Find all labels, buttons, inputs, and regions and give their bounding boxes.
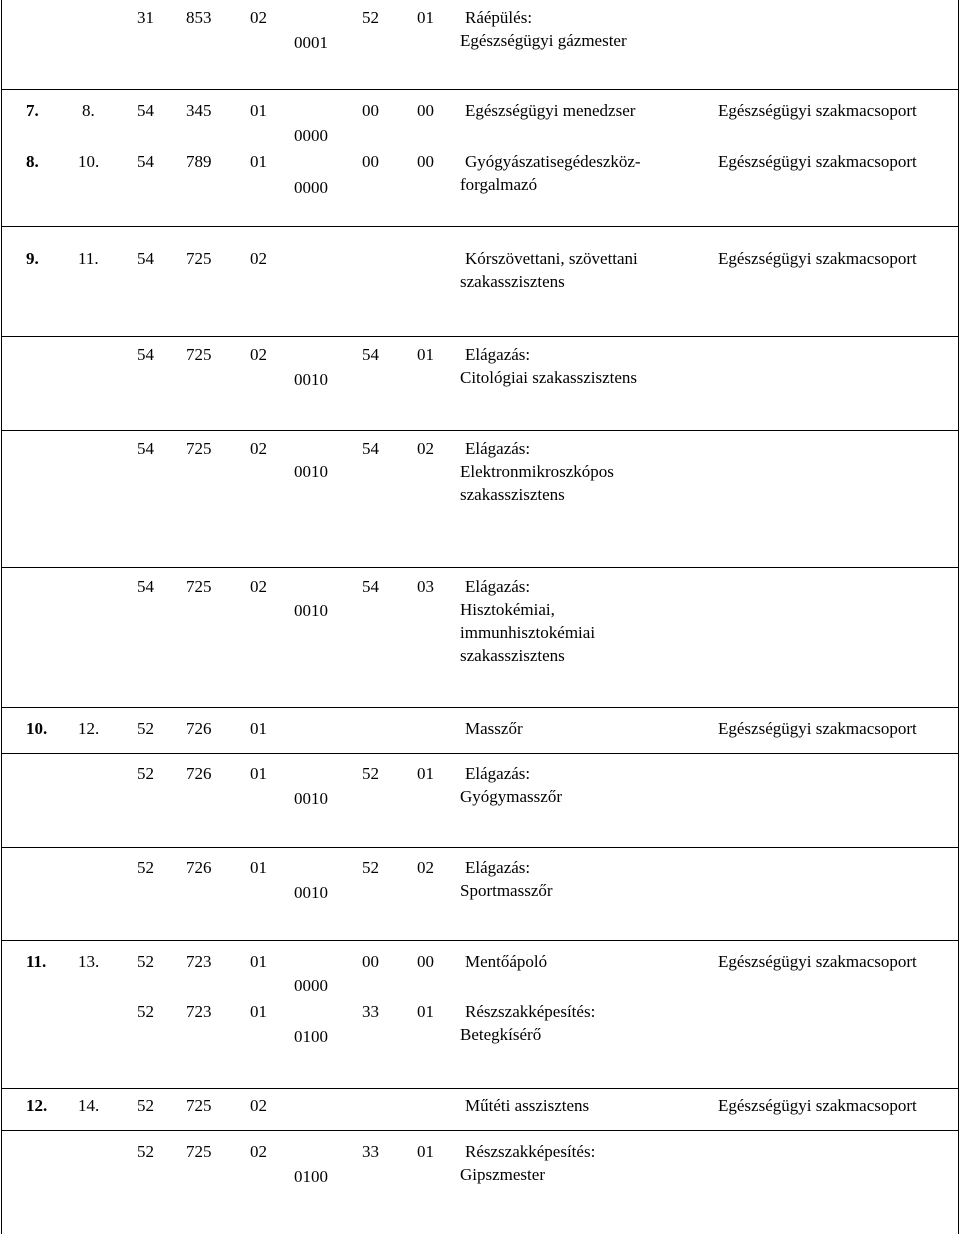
group-label: Egészségügyi szakmacsoport (718, 719, 917, 738)
code-b: 853 (186, 8, 212, 27)
code-b: 789 (186, 152, 212, 171)
code-a: 54 (137, 152, 154, 171)
name-line-1: Elágazás: (465, 345, 531, 364)
name-line-2: Gyógymasszőr (460, 787, 562, 806)
group-label: Egészségügyi szakmacsoport (718, 952, 917, 971)
name-line-2: Egészségügyi gázmester (460, 31, 627, 50)
name-line-1: Elágazás: (465, 439, 531, 458)
code-f: 01 (417, 8, 434, 27)
code-a: 52 (137, 858, 154, 877)
row-number: 12. (26, 1096, 48, 1115)
code-b: 725 (186, 577, 212, 596)
code-a: 52 (137, 1142, 154, 1161)
code-a: 54 (137, 577, 154, 596)
code-b: 725 (186, 1096, 212, 1115)
code-a: 52 (137, 1002, 154, 1021)
name-line-4: szakasszisztens (460, 646, 565, 665)
code-a: 54 (137, 439, 154, 458)
group-label: Egészségügyi szakmacsoport (718, 1096, 917, 1115)
group-label: Egészségügyi szakmacsoport (718, 249, 917, 268)
name-line-1: Ráépülés: (465, 8, 533, 27)
code-f: 01 (417, 1142, 434, 1161)
code-c: 01 (250, 952, 267, 971)
code-c: 01 (250, 152, 267, 171)
code-b: 345 (186, 101, 212, 120)
name-line-1: Masszőr (465, 719, 523, 738)
code-e: 52 (362, 764, 379, 783)
code-b: 726 (186, 764, 212, 783)
code-a: 54 (137, 345, 154, 364)
code-a: 52 (137, 764, 154, 783)
code-e: 52 (362, 858, 379, 877)
row-sequence: 12. (78, 719, 100, 738)
code-a: 52 (137, 719, 154, 738)
code-e: 52 (362, 8, 379, 27)
code-b: 725 (186, 1142, 212, 1161)
name-line-1: Műtéti asszisztens (465, 1096, 590, 1115)
code-b: 726 (186, 858, 212, 877)
code-c: 01 (250, 719, 267, 738)
name-line-2: Hisztokémiai, (460, 600, 555, 619)
code-d: 0001 (294, 33, 328, 52)
code-b: 725 (186, 439, 212, 458)
table-row (2, 707, 958, 754)
code-b: 725 (186, 249, 212, 268)
table-row (2, 336, 958, 431)
code-d: 0100 (294, 1167, 328, 1186)
code-b: 723 (186, 1002, 212, 1021)
code-e: 33 (362, 1002, 379, 1021)
code-f: 01 (417, 1002, 434, 1021)
name-line-1: Egészségügyi menedzser (465, 101, 636, 120)
name-line-1: Gyógyászatisegédeszköz- (465, 152, 641, 171)
code-d: 0000 (294, 178, 328, 197)
code-e: 54 (362, 577, 379, 596)
code-d: 0010 (294, 601, 328, 620)
name-line-2: forgalmazó (460, 175, 538, 194)
code-f: 00 (417, 101, 434, 120)
table-row (2, 567, 958, 708)
name-line-1: Kórszövettani, szövettani (465, 249, 638, 268)
name-line-2: Elektronmikroszkópos (460, 462, 614, 481)
code-e: 00 (362, 152, 379, 171)
name-line-2: Citológiai szakasszisztens (460, 368, 638, 387)
code-f: 02 (417, 858, 434, 877)
code-c: 02 (250, 1142, 267, 1161)
code-b: 725 (186, 345, 212, 364)
code-b: 726 (186, 719, 212, 738)
table-row (2, 89, 958, 227)
code-c: 02 (250, 8, 267, 27)
name-line-1: Elágazás: (465, 858, 531, 877)
code-e: 54 (362, 345, 379, 364)
table-row (2, 940, 958, 1089)
name-line-1: Részszakképesítés: (465, 1142, 596, 1161)
row-number: 8. (26, 152, 39, 171)
code-e: 54 (362, 439, 379, 458)
row-number: 9. (26, 249, 39, 268)
code-d: 0010 (294, 789, 328, 808)
table-row (2, 1130, 958, 1235)
code-d: 0010 (294, 370, 328, 389)
name-line-3: immunhisztokémiai (460, 623, 596, 642)
name-line-1: Elágazás: (465, 577, 531, 596)
code-d: 0000 (294, 976, 328, 995)
code-c: 01 (250, 764, 267, 783)
qualification-table (1, 0, 959, 1234)
row-number: 11. (26, 952, 47, 971)
row-number: 7. (26, 101, 39, 120)
code-a: 52 (137, 952, 154, 971)
row-sequence: 13. (78, 952, 100, 971)
code-f: 00 (417, 952, 434, 971)
code-e: 00 (362, 952, 379, 971)
code-a: 52 (137, 1096, 154, 1115)
code-a: 31 (137, 8, 154, 27)
row-sequence: 11. (78, 249, 99, 268)
code-e: 00 (362, 101, 379, 120)
code-c: 02 (250, 345, 267, 364)
code-f: 03 (417, 577, 434, 596)
name-line-3: szakasszisztens (460, 485, 565, 504)
code-c: 02 (250, 249, 267, 268)
table-row (2, 0, 958, 89)
group-label: Egészségügyi szakmacsoport (718, 101, 917, 120)
name-line-1: Részszakképesítés: (465, 1002, 596, 1021)
code-c: 01 (250, 1002, 267, 1021)
code-f: 01 (417, 764, 434, 783)
code-d: 0000 (294, 126, 328, 145)
group-label: Egészségügyi szakmacsoport (718, 152, 917, 171)
code-f: 00 (417, 152, 434, 171)
table-row (2, 1088, 958, 1131)
code-d: 0010 (294, 883, 328, 902)
name-line-2: Sportmasszőr (460, 881, 553, 900)
table-row (2, 753, 958, 848)
code-c: 02 (250, 439, 267, 458)
table-row (2, 847, 958, 941)
table-row (2, 430, 958, 568)
code-c: 02 (250, 1096, 267, 1115)
code-e: 33 (362, 1142, 379, 1161)
name-line-1: Elágazás: (465, 764, 531, 783)
name-line-2: Gipszmester (460, 1165, 545, 1184)
code-c: 01 (250, 858, 267, 877)
code-f: 02 (417, 439, 434, 458)
code-f: 01 (417, 345, 434, 364)
code-d: 0100 (294, 1027, 328, 1046)
code-a: 54 (137, 249, 154, 268)
code-a: 54 (137, 101, 154, 120)
code-c: 02 (250, 577, 267, 596)
name-line-2: Betegkísérő (460, 1025, 542, 1044)
code-c: 01 (250, 101, 267, 120)
table-row (2, 226, 958, 337)
row-sequence: 8. (82, 101, 95, 120)
row-sequence: 14. (78, 1096, 100, 1115)
code-b: 723 (186, 952, 212, 971)
name-line-2: szakasszisztens (460, 272, 565, 291)
row-number: 10. (26, 719, 48, 738)
row-sequence: 10. (78, 152, 100, 171)
code-d: 0010 (294, 462, 328, 481)
name-line-1: Mentőápoló (465, 952, 548, 971)
